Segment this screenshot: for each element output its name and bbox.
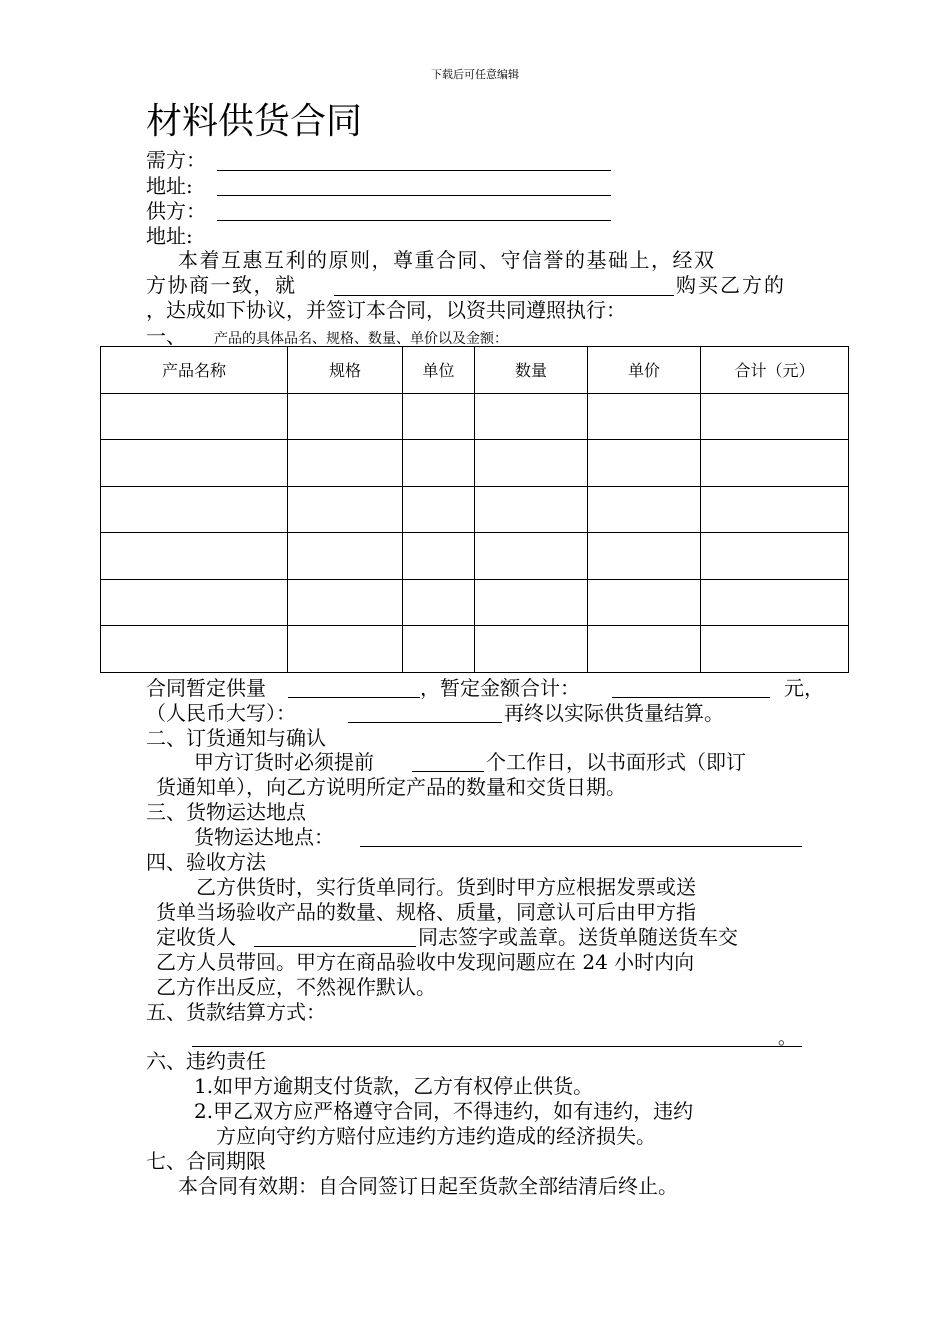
section-4-line-3b: 同志签字或盖章。送货单随送货车交 xyxy=(418,925,738,949)
table-cell[interactable] xyxy=(588,440,701,487)
table-cell[interactable] xyxy=(701,440,849,487)
supplier-address-label: 地址: xyxy=(146,224,193,248)
col-header-total: 合计（元） xyxy=(701,347,849,394)
totals-supply-label: 合同暂定供量 xyxy=(146,676,266,700)
section-1-text: 产品的具体品名、规格、数量、单价以及金额： xyxy=(214,331,508,347)
table-cell[interactable] xyxy=(475,579,588,626)
section-5-title: 五、货款结算方式： xyxy=(146,1000,326,1024)
table-cell[interactable] xyxy=(475,440,588,487)
receiver-field[interactable] xyxy=(254,946,416,947)
totals-yuan: 元， xyxy=(784,676,824,700)
table-cell[interactable] xyxy=(588,533,701,580)
table-cell[interactable] xyxy=(101,486,288,533)
table-cell[interactable] xyxy=(403,393,475,440)
section-2-line-2: 货通知单），向乙方说明所定产品的数量和交货日期。 xyxy=(156,775,626,799)
section-6-title: 六、违约责任 xyxy=(146,1049,266,1073)
section-2-line-1a: 甲方订货时必须提前 xyxy=(194,750,374,774)
section-3-title: 三、货物运达地点 xyxy=(146,800,306,824)
section-1-num: 一、 xyxy=(146,324,186,348)
col-header-unit-price: 单价 xyxy=(588,347,701,394)
section-2-line-1b: 个工作日，以书面形式（即订 xyxy=(486,750,746,774)
table-cell[interactable] xyxy=(403,440,475,487)
table-cell[interactable] xyxy=(101,533,288,580)
total-amount-field[interactable] xyxy=(612,697,770,698)
table-cell[interactable] xyxy=(588,486,701,533)
table-cell[interactable] xyxy=(588,626,701,673)
breach-item-2b: 方应向守约方赔付应违约方违约造成的经济损失。 xyxy=(216,1124,656,1148)
intro-line-1: 本着互惠互利的原则，尊重合同、守信誉的基础上，经双 xyxy=(178,248,716,272)
table-cell[interactable] xyxy=(288,533,403,580)
table-cell[interactable] xyxy=(288,440,403,487)
table-cell[interactable] xyxy=(288,393,403,440)
supply-quantity-field[interactable] xyxy=(288,697,420,698)
buyer-field[interactable] xyxy=(217,170,611,171)
table-row xyxy=(101,533,849,580)
product-table xyxy=(100,346,849,673)
table-cell[interactable] xyxy=(701,486,849,533)
working-days-field[interactable] xyxy=(412,771,484,772)
section-4-line-3a: 定收货人 xyxy=(156,925,236,949)
section-2-title: 二、订货通知与确认 xyxy=(146,726,326,750)
table-cell[interactable] xyxy=(475,486,588,533)
table-cell[interactable] xyxy=(588,579,701,626)
section-4-line-1: 乙方供货时，实行货单同行。货到时甲方应根据发票或送 xyxy=(196,875,696,899)
totals-settlement-note: 再终以实际供货量结算。 xyxy=(504,701,724,725)
contract-term-text: 本合同有效期：自合同签订日起至货款全部结清后终止。 xyxy=(178,1174,678,1198)
table-cell[interactable] xyxy=(101,626,288,673)
col-header-spec: 规格 xyxy=(288,347,403,394)
table-cell[interactable] xyxy=(701,533,849,580)
table-header-row xyxy=(101,347,849,394)
breach-item-1: 1.如甲方逾期支付货款，乙方有权停止供货。 xyxy=(194,1074,594,1098)
intro-line-3: ，达成如下协议，并签订本合同，以资共同遵照执行： xyxy=(146,298,626,322)
table-cell[interactable] xyxy=(288,626,403,673)
section-4-title: 四、验收方法 xyxy=(146,850,266,874)
totals-rmb-label: （人民币大写）： xyxy=(146,701,296,725)
table-cell[interactable] xyxy=(101,393,288,440)
section-7-title: 七、合同期限 xyxy=(146,1149,266,1173)
totals-amount-label: ，暂定金额合计： xyxy=(420,676,580,700)
delivery-location-field[interactable] xyxy=(360,846,802,847)
buyer-address-field[interactable] xyxy=(217,195,611,196)
supplier-field[interactable] xyxy=(217,220,611,221)
rmb-amount-field[interactable] xyxy=(348,722,502,723)
supplier-label: 供方： xyxy=(146,199,206,223)
table-cell[interactable] xyxy=(288,579,403,626)
intro-line-2b: 购买乙方的 xyxy=(676,273,786,297)
intro-line-2a: 方协商一致，就 xyxy=(146,273,297,297)
table-cell[interactable] xyxy=(403,486,475,533)
table-cell[interactable] xyxy=(588,393,701,440)
page-title: 材料供货合同 xyxy=(146,101,363,142)
header-note: 下载后可任意编辑 xyxy=(431,68,519,81)
product-field[interactable] xyxy=(334,295,674,296)
buyer-label: 需方： xyxy=(146,148,206,172)
breach-item-2a: 2.甲乙双方应严格遵守合同，不得违约，如有违约，违约 xyxy=(194,1099,694,1123)
buyer-address-label: 地址: xyxy=(146,174,193,198)
col-header-unit: 单位 xyxy=(403,347,475,394)
col-header-product-name: 产品名称 xyxy=(101,347,288,394)
table-cell[interactable] xyxy=(101,579,288,626)
table-cell[interactable] xyxy=(403,533,475,580)
section-5-end-mark: 。 xyxy=(778,1028,796,1049)
table-row xyxy=(101,626,849,673)
section-4-line-5: 乙方作出反应，不然视作默认。 xyxy=(156,975,436,999)
section-4-line-2: 货单当场验收产品的数量、规格、质量，同意认可后由甲方指 xyxy=(156,900,696,924)
table-cell[interactable] xyxy=(701,579,849,626)
table-cell[interactable] xyxy=(701,626,849,673)
table-row xyxy=(101,393,849,440)
table-row xyxy=(101,579,849,626)
section-4-line-4: 乙方人员带回。甲方在商品验收中发现问题应在 24 小时内向 xyxy=(156,950,695,974)
table-cell[interactable] xyxy=(475,626,588,673)
table-row xyxy=(101,486,849,533)
table-cell[interactable] xyxy=(403,626,475,673)
table-cell[interactable] xyxy=(475,533,588,580)
table-row xyxy=(101,440,849,487)
table-cell[interactable] xyxy=(403,579,475,626)
col-header-quantity: 数量 xyxy=(475,347,588,394)
table-cell[interactable] xyxy=(101,440,288,487)
table-cell[interactable] xyxy=(701,393,849,440)
delivery-location-label: 货物运达地点： xyxy=(194,825,334,849)
table-cell[interactable] xyxy=(288,486,403,533)
payment-method-field[interactable] xyxy=(192,1046,802,1047)
table-cell[interactable] xyxy=(475,393,588,440)
